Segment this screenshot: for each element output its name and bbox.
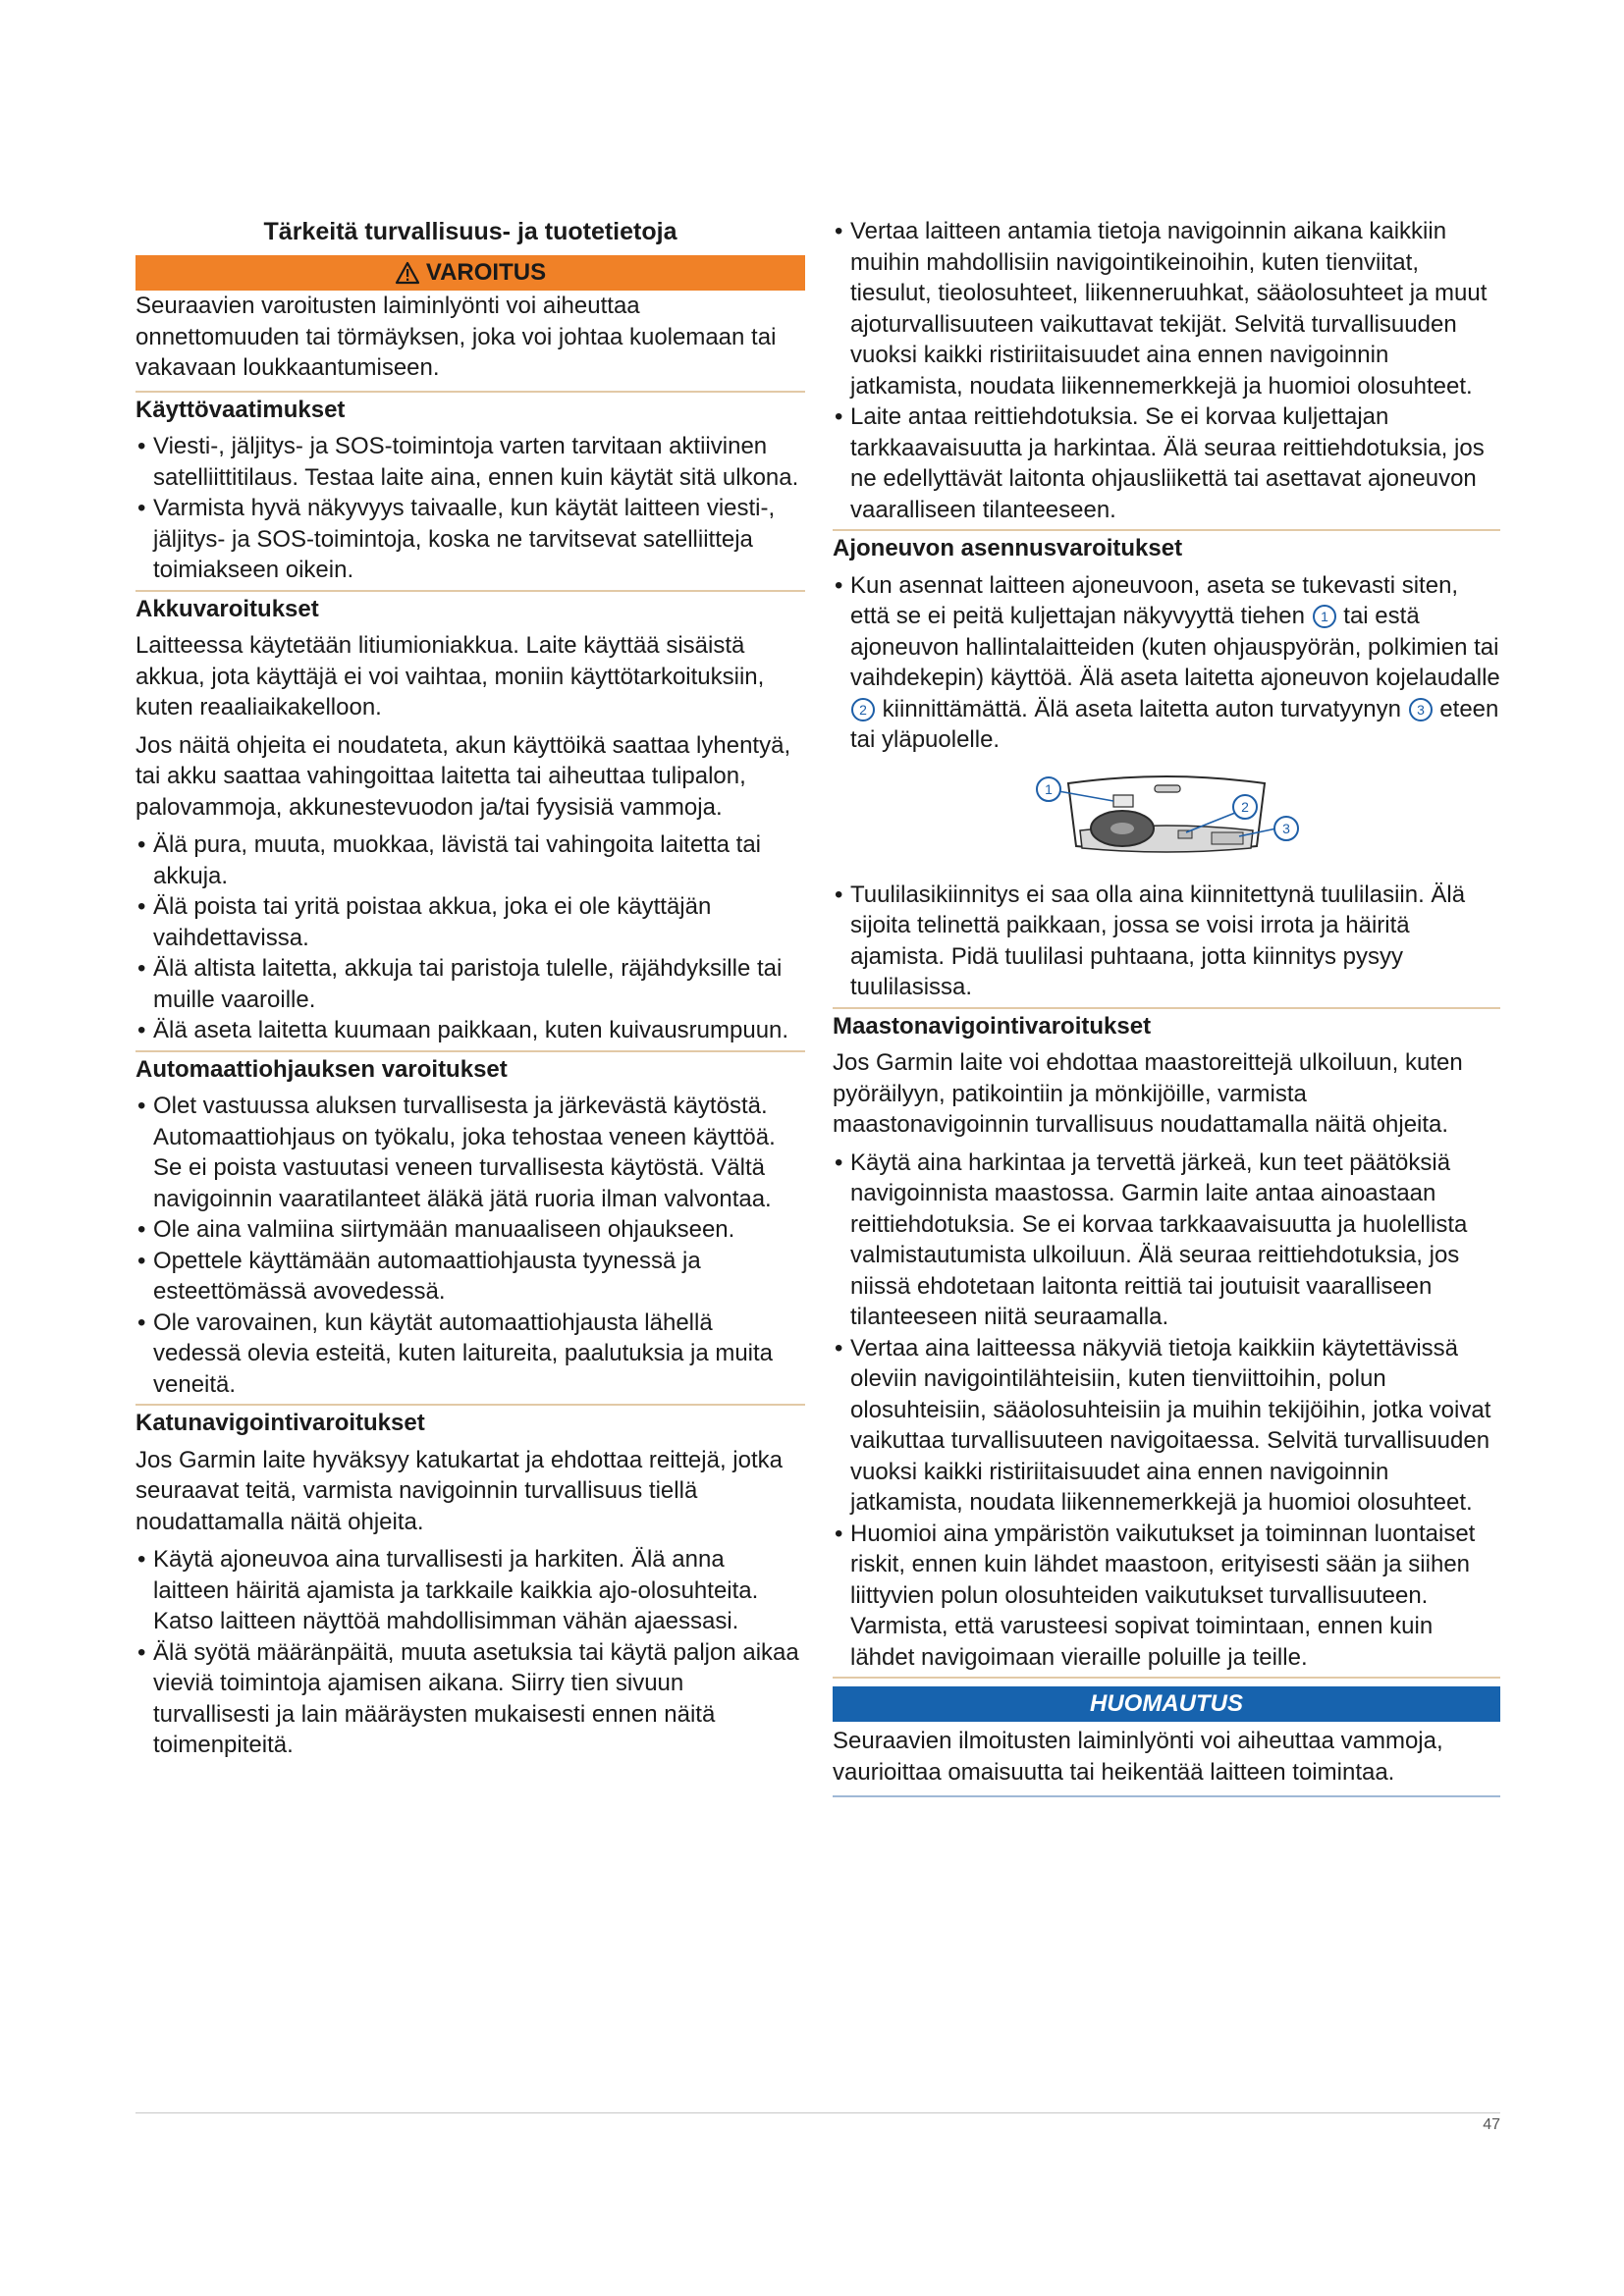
offroad-section [833, 1007, 1500, 1674]
dashboard-illustration [1029, 774, 1304, 862]
list-item: • Käytä aina harkintaa ja tervettä järkeä, kun teet päätöksiä navigoinnista maastossa. Garmin laite antaa ainoastaan reittiehdotuksia. Se ei korvaa tarkkaavaisuutta ja huolellista valmistautumista ulkoiluun. Älä seuraa reittiehdotuksia, jos niissä ehdotetaan laitonta reittiä tai joutuisit vaaralliseen tilanteeseen niitä seuraamalla. [833, 1148, 1500, 1333]
list-item: • Opettele käyttämään automaattiohjausta tyynessä ja esteettömässä avovedessä. [135, 1246, 805, 1308]
mount-list [833, 570, 1500, 756]
marker-1-icon [1312, 604, 1337, 629]
list-item: • Varmista hyvä näkyvyys taivaalle, kun käytät laitteen viesti-, jäljitys- ja SOS-toimintoja, koska ne tarvitsevat satelliitteja toimiakseen oikein. [135, 493, 805, 586]
usage-list [135, 431, 805, 586]
list-item [833, 570, 1500, 756]
marker-1-text: 1 [1320, 609, 1328, 624]
page-number: 47 [1483, 2116, 1500, 2133]
warning-label: VAROITUS [425, 259, 547, 286]
mount-text: Kun asennat laitteen ajoneuvoon, aseta se tukevasti siten, että se ei peitä kuljettajan näkyvyyttä tiehen [850, 571, 1459, 629]
autopilot-list [135, 1091, 805, 1400]
marker-3-text: 3 [1416, 701, 1425, 718]
usage-section [135, 391, 805, 586]
list-item: • Älä altista laitetta, akkuja tai paristoja tulelle, räjähdyksille tai muille vaaroille. [135, 953, 805, 1015]
autopilot-heading: Automaattiohjauksen varoitukset [135, 1055, 508, 1083]
battery-list [135, 829, 805, 1046]
list-item: • Älä syötä määränpäitä, muuta asetuksia tai käytä paljon aikaa vieviä toimintoja ajamisen aikana. Siirry tien sivuun turvallisesti ja lain määräysten mukaisesti ennen näitä toimenpiteitä. [135, 1637, 805, 1761]
battery-heading: Akkuvaroitukset [135, 595, 319, 622]
list-item: • Älä aseta laitetta kuumaan paikkaan, kuten kuivausrumpuun. [135, 1015, 805, 1046]
notice-banner: HUOMAUTUS [833, 1686, 1500, 1722]
list-item: • Vertaa laitteen antamia tietoja navigoinnin aikana kaikkiin muihin mahdollisiin navigointikeinoihin, kuten tienviitat, tiesulut, tieolosuhteet, liikenneruuhkat, sääolosuhteet ja muut ajoturvallisuuteen vaikuttavat tekijät. Selvitä turvallisuuden vuoksi kaikki ristiriitaisuudet aina ennen navigoinnin jatkamista, noudata liikennemerkkejä ja huomioi olosuhteet. [833, 216, 1500, 401]
callout-1: 1 [1045, 780, 1053, 797]
notice-section [833, 1677, 1500, 1797]
mount-text: tai estä ajoneuvon hallintalaitteiden (kuten ohjauspyörän, polkimien tai vaihdekepin) käyttöä. Älä aseta laitetta ajoneuvon kojelaudalle [850, 603, 1500, 691]
mount-section [833, 529, 1500, 1003]
warning-text: Seuraavien varoitusten laiminlyönti voi aiheuttaa onnettomuuden tai törmäyksen, joka voi johtaa kuolemaan tai vakavaan loukkaantumiseen. [135, 293, 777, 381]
street-list [135, 1544, 805, 1761]
notice-bottom-rule [833, 1795, 1500, 1797]
page-title: Tärkeitä turvallisuus- ja tuotetietoja [263, 218, 677, 245]
list-item: • Ole aina valmiina siirtymään manuaaliseen ohjaukseen. [135, 1214, 805, 1246]
battery-section [135, 590, 805, 1046]
mount-heading: Ajoneuvon asennusvaroitukset [833, 535, 1183, 561]
marker-2-text: 2 [859, 701, 867, 718]
autopilot-section [135, 1050, 805, 1401]
battery-paragraph: Jos näitä ohjeita ei noudateta, akun käyttöikä saattaa lyhentyä, tai akku saattaa vahingoittaa laitetta tai aiheuttaa tulipalon, palovammoja, akkunestevuodon ja/tai fyysisiä vammoja. [135, 731, 791, 821]
footer-rule [135, 2112, 1500, 2113]
mount-text: eteen tai yläpuolelle. [850, 695, 1499, 753]
list-item: • Laite antaa reittiehdotuksia. Se ei korvaa kuljettajan tarkkaavaisuutta ja harkintaa. Älä seuraa reittiehdotuksia, jos ne edellyttävät laitonta ohjausliikettä tai asettavat ajoneuvon vaaralliseen tilanteeseen. [833, 401, 1500, 525]
battery-paragraph: Laitteessa käytetään litiumioniakkua. Laite käyttää sisäistä akkua, jota käyttäjä ei voi vaihtaa, moniin käyttötarkoituksiin, kuten reaaliaikakelloon. [135, 632, 765, 721]
notice-text: Seuraavien ilmoitusten laiminlyönti voi aiheuttaa vammoja, vaurioittaa omaisuutta tai heikentää laitteen toimintaa. [833, 1728, 1443, 1786]
warning-banner [135, 255, 805, 291]
street-heading: Katunavigointivaroitukset [135, 1410, 425, 1436]
street-paragraph: Jos Garmin laite hyväksyy katukartat ja ehdottaa reittejä, jotka seuraavat teitä, varmista navigoinnin turvallisuus tiellä noudattamalla näitä ohjeita. [135, 1446, 783, 1535]
mount-list-after [833, 880, 1500, 1003]
list-item: • Huomioi aina ympäristön vaikutukset ja toiminnan luontaiset riskit, ennen kuin lähdet maastoon, erityisesti sään ja siihen liittyvien polun olosuhteiden vaikutukset turvallisuuteen. Varmista, että varusteesi sopivat toimintaan, ennen kuin lähdet navigoimaan vieraille poluille ja teille. [833, 1519, 1500, 1674]
list-item: • Olet vastuussa aluksen turvallisesta ja järkevästä käytöstä. Automaattiohjaus on työkalu, joka tehostaa veneen käyttöä. Se ei poista vastuutasi veneen turvallisesta käytöstä. Vältä navigoinnin vaaratilanteet äläkä jätä ruoria ilman valvontaa. [135, 1091, 805, 1214]
list-item: • Älä poista tai yritä poistaa akkua, joka ei ole käyttäjän vaihdettavissa. [135, 891, 805, 953]
callout-2: 2 [1241, 798, 1249, 815]
list-item: • Tuulilasikiinnitys ei saa olla aina kiinnitettynä tuulilasiin. Älä sijoita telinettä paikkaan, jossa se voisi irrota ja häiritä ajamista. Pidä tuulilasi puhtaana, jotta kiinnitys pysyy tuulilasissa. [833, 880, 1500, 1003]
right-column [833, 216, 1500, 1797]
mount-text: kiinnittämättä. Älä aseta laitetta auton turvatyynyn [876, 695, 1408, 722]
list-item: • Ole varovainen, kun käytät automaattiohjausta lähellä vedessä olevia esteitä, kuten laitureita, paalutuksia ja muita veneitä. [135, 1308, 805, 1401]
warning-triangle-icon [395, 261, 420, 285]
list-item: • Viesti-, jäljitys- ja SOS-toimintoja varten tarvitaan aktiivinen satelliittitilaus. Testaa laite aina, ennen kuin käytät sitä ulkona. [135, 431, 805, 493]
offroad-list [833, 1148, 1500, 1674]
marker-3-icon [1408, 697, 1434, 722]
street-list-continued [833, 216, 1500, 525]
marker-2-icon [850, 697, 876, 722]
usage-heading: Käyttövaatimukset [135, 396, 346, 423]
left-column [135, 216, 805, 1761]
street-section [135, 1404, 805, 1761]
callout-3: 3 [1282, 820, 1290, 836]
offroad-heading: Maastonavigointivaroitukset [833, 1012, 1152, 1040]
list-item: • Vertaa aina laitteessa näkyviä tietoja kaikkiin käytettävissä oleviin navigointilähteisiin, kuten tienviittoihin, polun olosuhteisiin, sääolosuhteisiin ja muihin tekijöihin, jotka voivat vaikuttaa turvallisuuteen navigoitaessa. Selvitä turvallisuuden vuoksi kaikki ristiriitaisuudet aina ennen navigoinnin jatkamista, noudata liikennemerkkejä ja huomioi olosuhteet. [833, 1333, 1500, 1519]
list-item: • Käytä ajoneuvoa aina turvallisesti ja harkiten. Älä anna laitteen häiritä ajamista ja tarkkaile kaikkia ajo-olosuhteita. Katso laitteen näyttöä mahdollisimman vähän ajaessasi. [135, 1544, 805, 1637]
offroad-paragraph: Jos Garmin laite voi ehdottaa maastoreittejä ulkoiluun, kuten pyöräilyyn, patikointiin ja mönkijöille, varmista maastonavigoinnin turvallisuus noudattamalla näitä ohjeita. [833, 1049, 1463, 1138]
list-item: • Älä pura, muuta, muokkaa, lävistä tai vahingoita laitetta tai akkuja. [135, 829, 805, 891]
